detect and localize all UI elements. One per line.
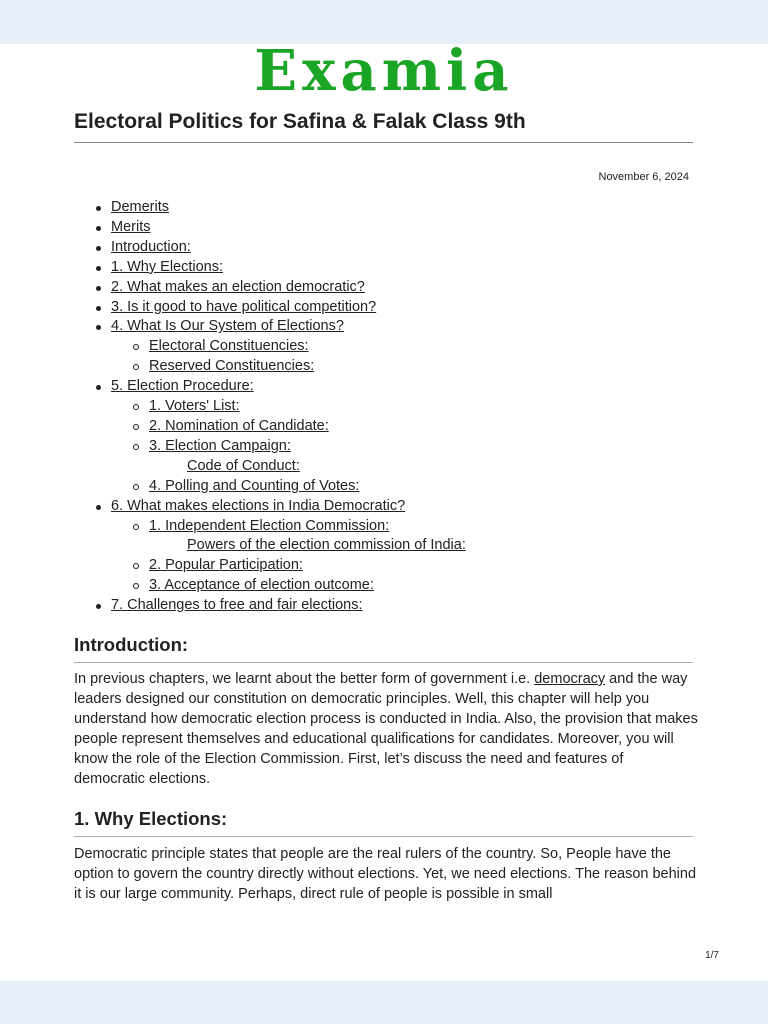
toc-item [74, 198, 693, 218]
toc-item [74, 357, 693, 377]
toc-link[interactable]: Reserved Constituencies: [149, 358, 315, 375]
intro-text-start: In previous chapters, we learnt about the better form of government i.e. [74, 671, 535, 687]
toc-item [74, 497, 693, 517]
toc-list [74, 198, 693, 616]
toc-item [74, 397, 693, 417]
toc-link[interactable]: Merits [111, 218, 151, 235]
why-elections-paragraph: Democratic principle states that people are the real rulers of the country. So, People have the option to govern the country directly without elections. Yet, we need elections. The reason behind it is our large community. Perhaps, direct rule of people is possible in small [74, 846, 697, 902]
toc-item [74, 238, 693, 258]
introduction-paragraph [74, 669, 698, 789]
toc-link[interactable]: 3. Is it good to have political competition? [111, 298, 377, 315]
toc-link[interactable]: 2. Nomination of Candidate: [149, 417, 329, 434]
toc-link[interactable]: 2. What makes an election democratic? [111, 278, 365, 295]
toc-item [74, 576, 693, 596]
toc-item [74, 477, 693, 497]
toc-item [74, 258, 693, 278]
democracy-link[interactable]: democracy [534, 671, 606, 687]
toc-item [74, 317, 693, 337]
toc-item [74, 417, 693, 437]
toc-link[interactable]: 4. Polling and Counting of Votes: [149, 477, 360, 494]
toc-item [74, 596, 693, 616]
toc-item [74, 218, 693, 238]
toc-link[interactable]: 3. Acceptance of election outcome: [149, 577, 374, 594]
toc-link[interactable]: 1. Independent Election Commission: [149, 517, 390, 534]
page-number: 1/7 [705, 950, 719, 961]
why-elections-divider [74, 836, 693, 837]
toc-link[interactable]: 5. Election Procedure: [111, 378, 254, 395]
toc-item [74, 337, 693, 357]
toc-item [74, 437, 693, 457]
toc-item [74, 517, 693, 537]
toc-link[interactable]: 1. Why Elections: [111, 258, 224, 275]
document-page [0, 44, 768, 981]
toc-item [74, 556, 693, 576]
toc-item [74, 298, 693, 318]
introduction-heading: Introduction: [74, 634, 189, 655]
toc-link[interactable]: 1. Voters' List: [149, 398, 240, 415]
toc-link[interactable]: 4. What Is Our System of Elections? [111, 318, 344, 335]
toc-item [74, 536, 693, 556]
toc-link[interactable]: 3. Election Campaign: [149, 437, 291, 454]
toc-link[interactable]: 6. What makes elections in India Democratic? [111, 497, 406, 514]
toc-link[interactable]: Demerits [111, 199, 170, 215]
toc-item [74, 278, 693, 298]
page-title: Electoral Politics for Safina & Falak Class 9th [74, 110, 526, 133]
title-divider [74, 142, 693, 143]
toc-link[interactable]: Code of Conduct: [187, 457, 300, 474]
examia-logo[interactable]: Examia [254, 44, 514, 104]
introduction-divider [74, 662, 693, 663]
why-elections-heading: 1. Why Elections: [74, 808, 228, 829]
publish-date: November 6, 2024 [598, 171, 689, 183]
toc-link[interactable]: 2. Popular Participation: [149, 557, 303, 574]
toc-item [74, 457, 693, 477]
toc-link[interactable]: Electoral Constituencies: [149, 338, 309, 355]
toc-link[interactable]: 7. Challenges to free and fair elections: [111, 597, 363, 614]
toc-link[interactable]: Powers of the election commission of India: [187, 537, 466, 554]
intro-text-end: and the way leaders designed our constitution on democratic principles. Well, this chapter will help you understand how democratic election process is conducted in India. Also, the provision that makes people represent themselves and educational qualifications for candidates. Moreover, you will know the role of the Election Commission. First, let’s discuss the need and features of democratic elections. [74, 671, 698, 787]
table-of-contents [74, 198, 693, 616]
toc-item [74, 377, 693, 397]
toc-link[interactable]: Introduction: [111, 238, 191, 255]
